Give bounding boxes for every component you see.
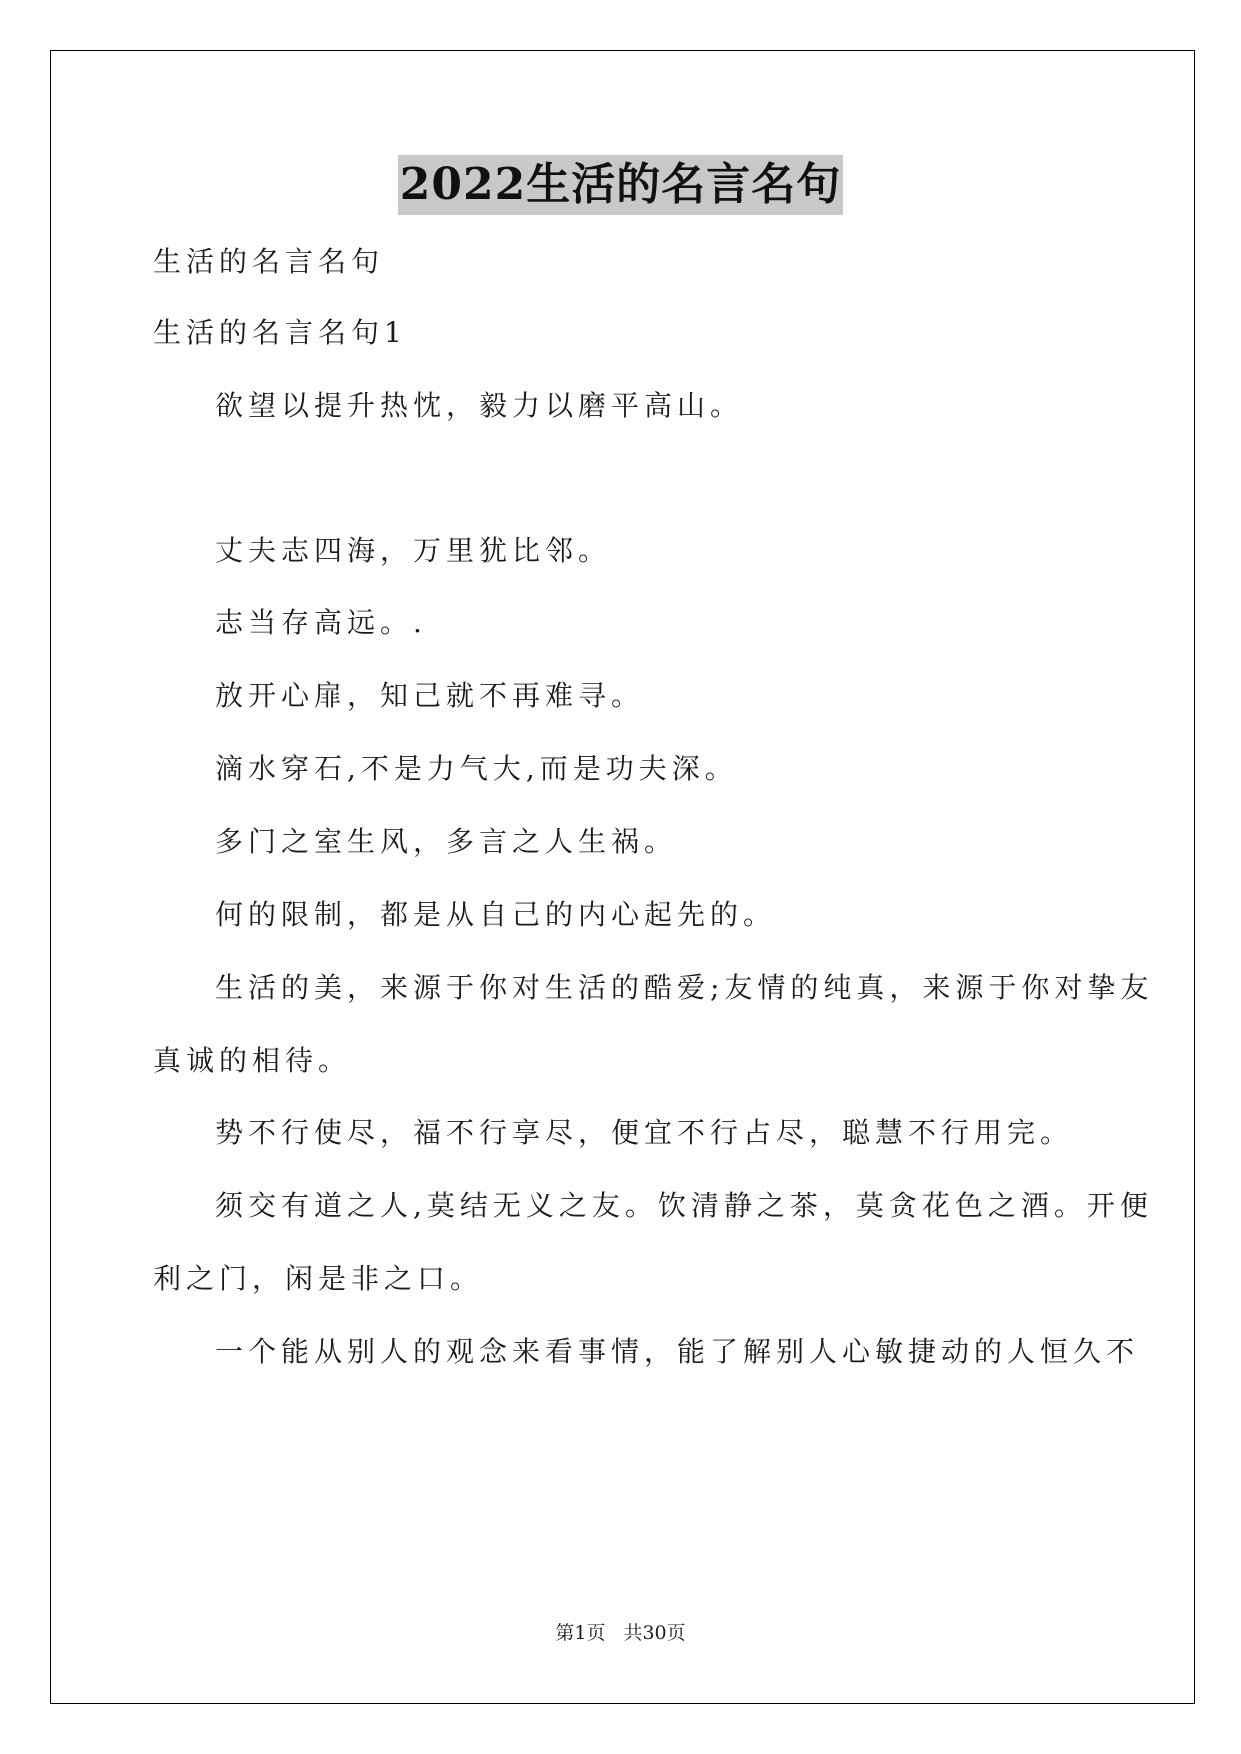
quote-line: 放开心扉，知己就不再难寻。 — [215, 679, 645, 712]
quote-line-continuation: 利之门，闲是非之口。 — [153, 1262, 484, 1295]
quote-line-continuation: 真诚的相待。 — [153, 1044, 352, 1077]
page-border — [50, 50, 1195, 1704]
page-footer — [0, 1620, 1241, 1646]
page-total: 共30页 — [623, 1622, 686, 1644]
quote-line: 滴水穿石,不是力气大,而是功夫深。 — [215, 752, 738, 785]
quote-line: 欲望以提升热忱，毅力以磨平高山。 — [215, 389, 744, 422]
quote-line: 志当存高远。. — [215, 606, 427, 639]
quote-line: 何的限制，都是从自己的内心起先的。 — [215, 898, 777, 931]
title-container — [0, 155, 1241, 215]
quote-line: 须交有道之人,莫结无义之友。饮清静之茶，莫贪花色之酒。开便 — [215, 1189, 1153, 1222]
quote-line: 一个能从别人的观念来看事情，能了解别人心敏捷动的人恒久不 — [215, 1335, 1140, 1368]
quote-line: 丈夫志四海，万里犹比邻。 — [215, 534, 612, 567]
quote-line: 多门之室生风，多言之人生祸。 — [215, 825, 678, 858]
quote-line: 生活的美，来源于你对生活的酷爱;友情的纯真，来源于你对挚友 — [215, 971, 1154, 1004]
quote-line: 势不行使尽，福不行享尽，便宜不行占尽，聪慧不行用完。 — [215, 1116, 1074, 1149]
section-subheading: 生活的名言名句1 — [153, 316, 407, 349]
page-number: 第1页 — [555, 1622, 606, 1644]
section-heading: 生活的名言名句 — [153, 245, 385, 278]
document-title: 2022生活的名言名句 — [398, 155, 843, 215]
